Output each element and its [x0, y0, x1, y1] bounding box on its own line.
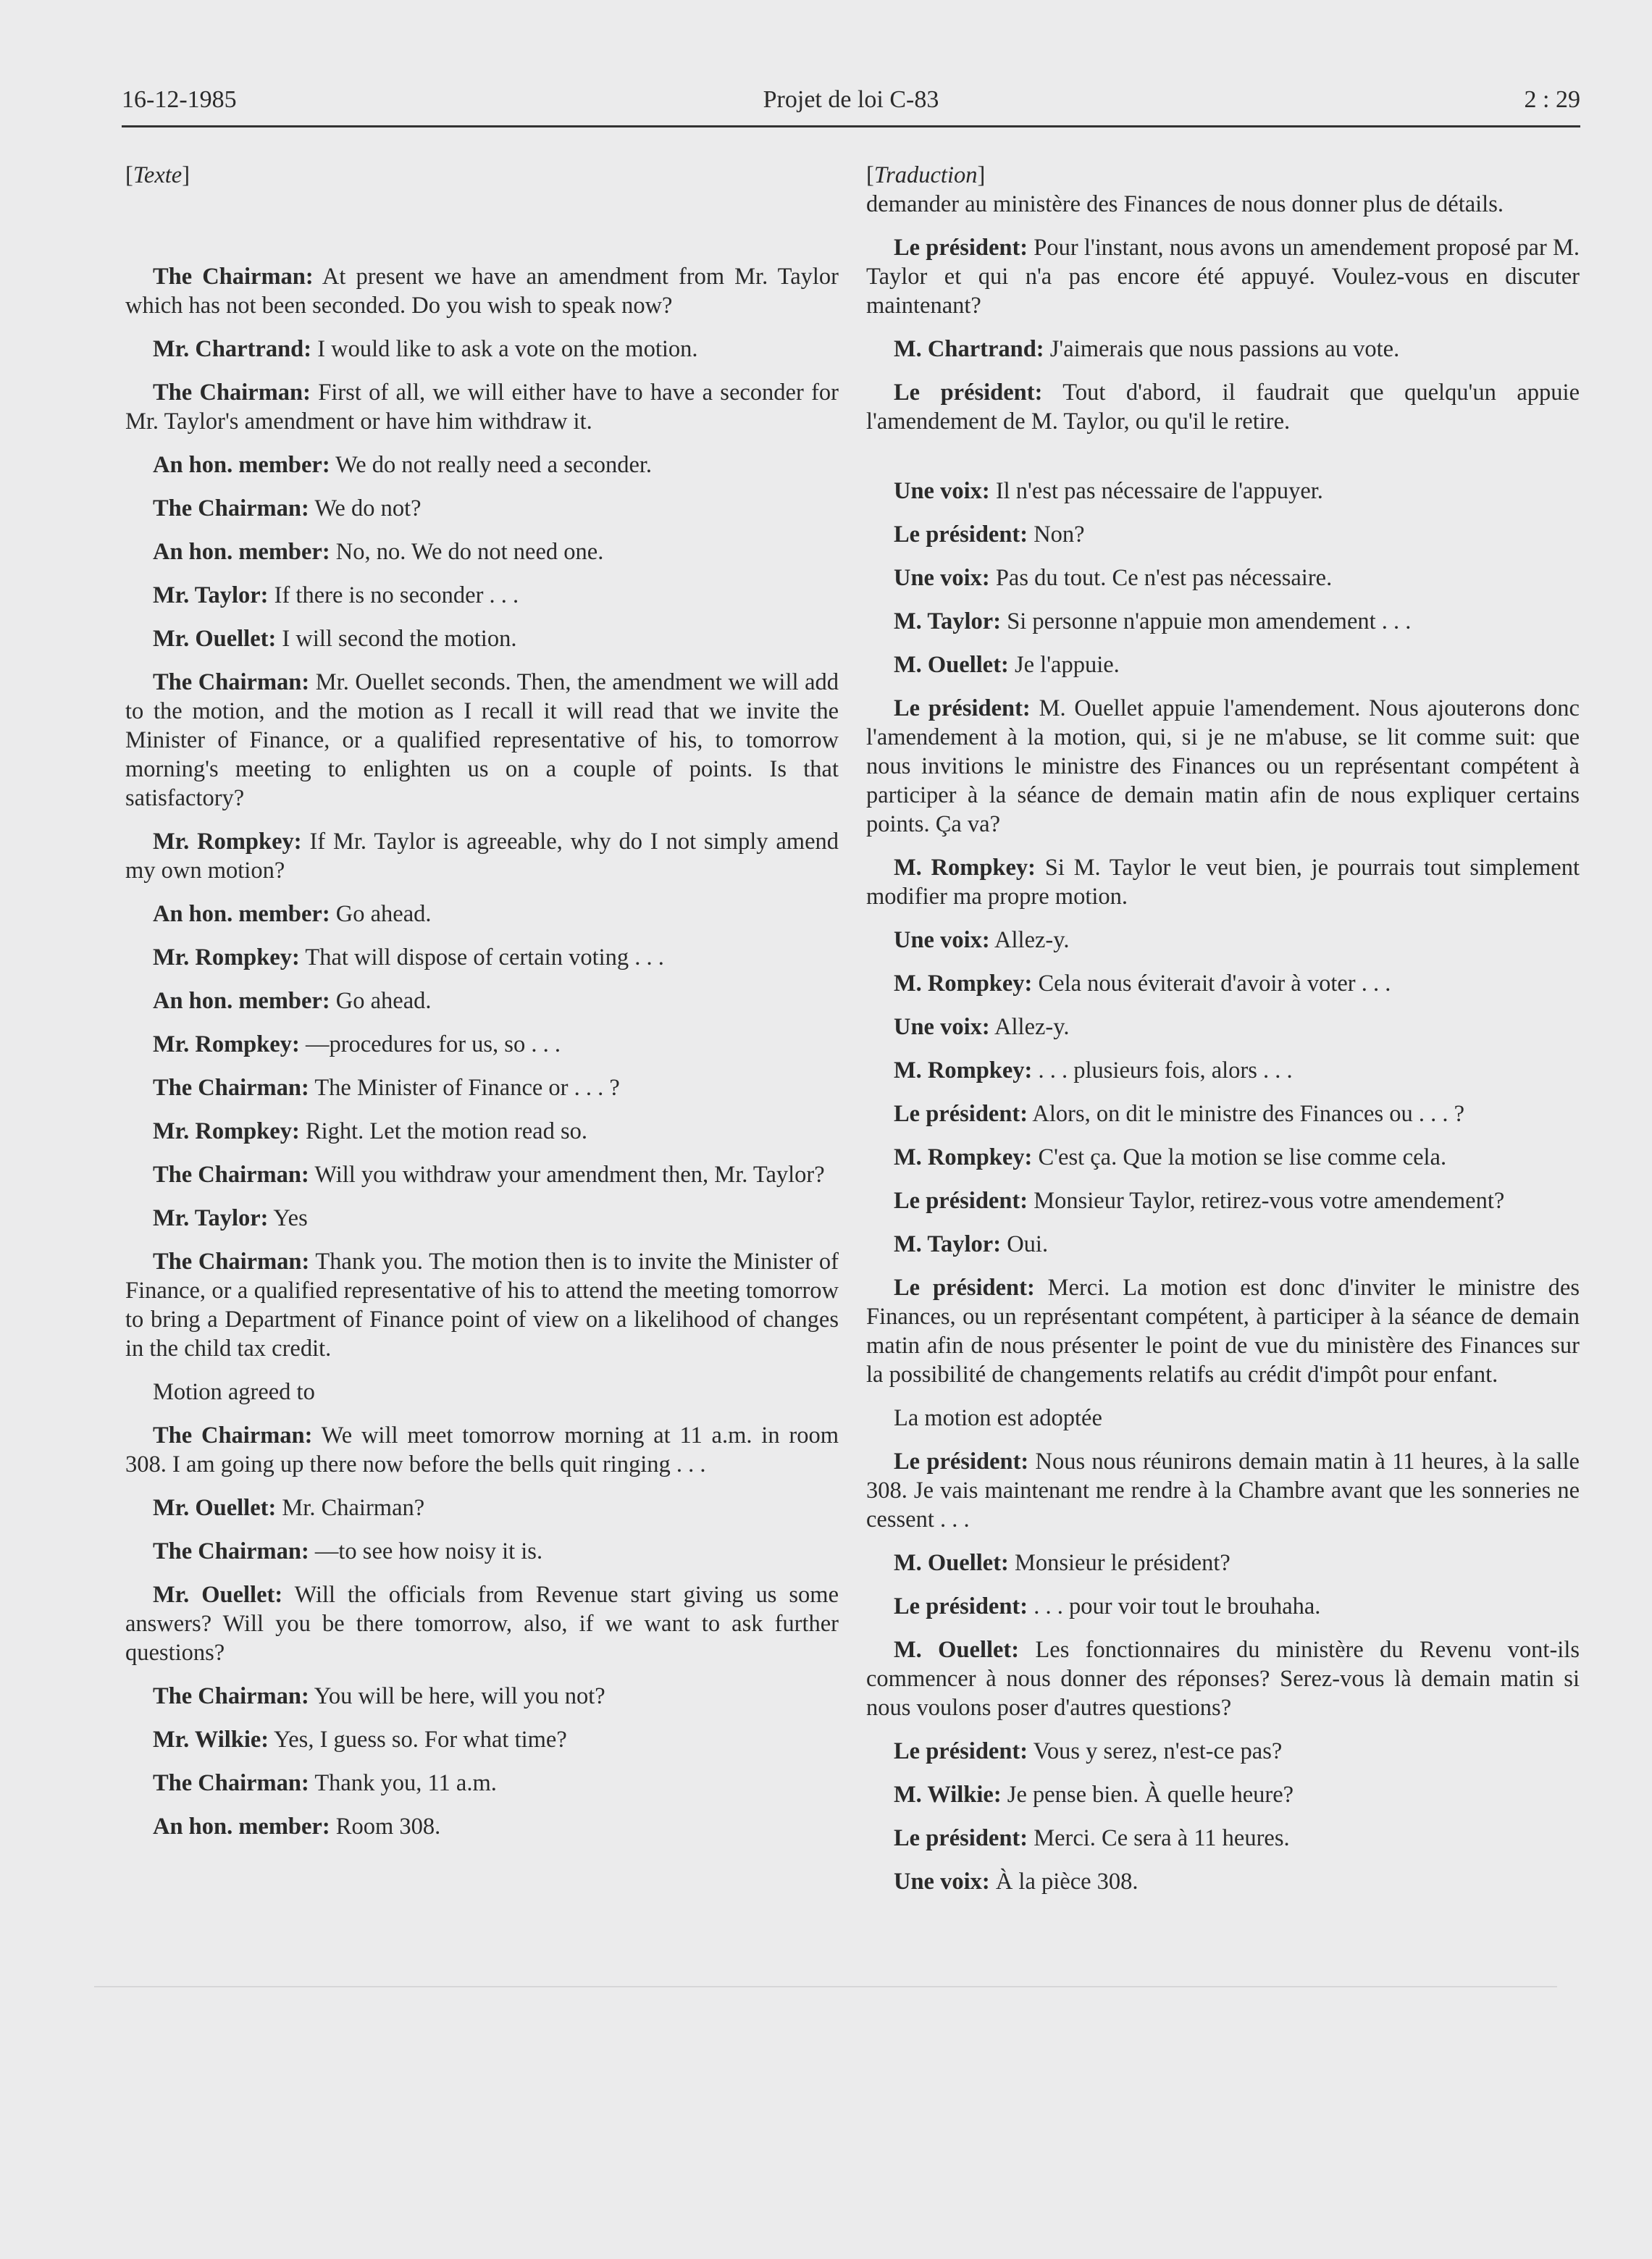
speech-text: Si M. Taylor le veut bien, je pourrais tout simplement modifier ma propre motion.	[866, 855, 1580, 910]
speaker-name: The Chairman:	[153, 1422, 313, 1449]
speech-text: Oui.	[1001, 1231, 1049, 1257]
speech-paragraph	[125, 1537, 839, 1566]
speech-text: Motion agreed to	[153, 1379, 315, 1405]
speech-text: Je pense bien. À quelle heure?	[1001, 1782, 1294, 1808]
speech-text: Je l'appuie.	[1008, 652, 1120, 678]
speaker-name: Une voix:	[894, 565, 990, 591]
speaker-name: An hon. member:	[153, 988, 330, 1014]
speaker-name: M. Wilkie:	[894, 1782, 1002, 1808]
speaker-name: The Chairman:	[153, 495, 309, 521]
speech-paragraph	[125, 581, 839, 610]
page-header	[122, 83, 1580, 127]
speech-text: Il n'est pas nécessaire de l'appuyer.	[989, 478, 1323, 504]
speech-text: Pas du tout. Ce n'est pas nécessaire.	[989, 565, 1333, 591]
speech-paragraph	[125, 1160, 839, 1189]
speaker-name: M. Rompkey:	[894, 855, 1036, 881]
speech-paragraph	[125, 1247, 839, 1363]
speech-text: Merci. Ce sera à 11 heures.	[1028, 1825, 1290, 1851]
speech-text: Will you withdraw your amendment then, Mr. Taylor?	[309, 1162, 825, 1188]
speaker-name: The Chairman:	[153, 264, 314, 290]
speech-text: Go ahead.	[330, 901, 432, 927]
speech-paragraph	[125, 1812, 839, 1841]
speaker-name: Mr. Wilkie:	[153, 1727, 269, 1753]
speech-paragraph	[125, 943, 839, 972]
speech-paragraph	[866, 1447, 1580, 1534]
speaker-name: Le président:	[894, 380, 1043, 406]
speaker-name: Mr. Rompkey:	[153, 1118, 300, 1144]
speaker-name: The Chairman:	[153, 1075, 309, 1101]
speaker-name: Une voix:	[894, 1869, 990, 1895]
speech-paragraph	[125, 537, 839, 566]
speech-text: La motion est adoptée	[894, 1405, 1102, 1431]
header-date: 16-12-1985	[122, 86, 237, 113]
speaker-name: Le président:	[894, 1188, 1028, 1214]
speech-text: Yes	[268, 1205, 308, 1231]
speech-paragraph	[866, 1548, 1580, 1577]
speaker-name: The Chairman:	[153, 1249, 310, 1275]
speaker-name: Le président:	[894, 1101, 1028, 1127]
speaker-name: Une voix:	[894, 1014, 990, 1040]
speech-paragraph	[125, 900, 839, 929]
speech-paragraph	[125, 494, 839, 523]
speech-paragraph	[125, 1769, 839, 1798]
speech-paragraph	[866, 1780, 1580, 1809]
speaker-name: M. Taylor:	[894, 1231, 1002, 1257]
speech-paragraph	[866, 1273, 1580, 1389]
speech-paragraph	[125, 624, 839, 653]
speech-text: Allez-y.	[989, 1014, 1070, 1040]
speech-text: No, no. We do not need one.	[330, 539, 604, 565]
speaker-name: Mr. Rompkey:	[153, 829, 302, 855]
speech-paragraph	[866, 477, 1580, 506]
procedural-note	[125, 1378, 839, 1407]
header-page-number: 2 : 29	[1524, 86, 1580, 113]
speech-paragraph	[125, 378, 839, 436]
speaker-name: Mr. Taylor:	[153, 1205, 269, 1231]
speech-text: That will dispose of certain voting . . .	[299, 944, 664, 971]
speech-text: Cela nous éviterait d'avoir à voter . . .	[1032, 971, 1391, 997]
speaker-name: Le président:	[894, 1275, 1035, 1301]
speech-text: Les fonctionnaires du ministère du Revenu vont-ils commencer à nous donner des réponses? Serez-vous là demain matin si nous voulons poser d'autres questions?	[866, 1637, 1580, 1721]
speech-paragraph	[866, 650, 1580, 679]
speech-paragraph	[866, 378, 1580, 436]
speech-text: Nous nous réunirons demain matin à 11 heures, à la salle 308. Je vais maintenant me rendre à la Chambre avant que les sonneries ne cessent . . .	[866, 1449, 1580, 1533]
speech-paragraph	[866, 233, 1580, 320]
speech-text: I would like to ask a vote on the motion.	[311, 336, 698, 362]
speaker-name: Mr. Taylor:	[153, 582, 269, 608]
french-column	[866, 161, 1580, 1911]
speech-text: Room 308.	[330, 1814, 441, 1840]
speech-text: Non?	[1028, 521, 1085, 548]
speaker-name: The Chairman:	[153, 380, 311, 406]
speech-text: Si personne n'appuie mon amendement . . .	[1001, 608, 1412, 634]
speaker-name: An hon. member:	[153, 1814, 330, 1840]
speech-paragraph	[866, 969, 1580, 998]
speech-paragraph	[866, 607, 1580, 636]
speech-paragraph	[866, 926, 1580, 955]
speaker-name: Le président:	[894, 1825, 1028, 1851]
speaker-name: M. Taylor:	[894, 608, 1002, 634]
speech-paragraph	[125, 1725, 839, 1754]
speech-text: Allez-y.	[989, 927, 1070, 953]
speaker-name: The Chairman:	[153, 669, 310, 695]
speech-paragraph	[125, 1682, 839, 1711]
speech-text: Vous y serez, n'est-ce pas?	[1028, 1738, 1283, 1764]
footer-rule	[94, 1986, 1557, 1987]
speech-text: At present we have an amendment from Mr. Taylor which has not been seconded. Do you wish to speak now?	[125, 264, 839, 319]
speech-paragraph	[866, 1186, 1580, 1215]
speech-text: C'est ça. Que la motion se lise comme cela.	[1032, 1144, 1447, 1170]
speaker-name: M. Rompkey:	[894, 1144, 1033, 1170]
speech-text: You will be here, will you not?	[309, 1683, 605, 1709]
speech-text: We will meet tomorrow morning at 11 a.m. in room 308. I am going up there now before the bells quit ringing . . .	[125, 1422, 839, 1478]
speaker-name: An hon. member:	[153, 539, 330, 565]
speech-paragraph	[866, 694, 1580, 839]
speaker-name: Le président:	[894, 235, 1028, 261]
speech-paragraph	[866, 1013, 1580, 1042]
speaker-name: Le président:	[894, 1593, 1028, 1619]
speech-text: We do not?	[309, 495, 422, 521]
speaker-name: M. Chartrand:	[894, 336, 1044, 362]
speech-paragraph	[866, 1867, 1580, 1896]
speech-paragraph	[125, 1580, 839, 1667]
speech-paragraph	[125, 1421, 839, 1479]
speaker-name: The Chairman:	[153, 1538, 309, 1564]
speech-paragraph	[866, 1737, 1580, 1766]
speaker-name: Mr. Rompkey:	[153, 1031, 300, 1057]
speech-text: If Mr. Taylor is agreeable, why do I not simply amend my own motion?	[125, 829, 839, 884]
speech-paragraph	[125, 1493, 839, 1522]
speech-paragraph	[125, 1117, 839, 1146]
speech-paragraph	[125, 986, 839, 1015]
speech-text: First of all, we will either have to have a seconder for Mr. Taylor's amendment or have him withdraw it.	[125, 380, 839, 435]
speech-text: Mr. Ouellet seconds. Then, the amendment we will add to the motion, and the motion as I recall it will read that we invite the Minister of Finance, or a qualified representative of his, to tomorrow morning's meeting to enlighten us on a couple of points. Is that satisfactory?	[125, 669, 839, 811]
speech-text: Alors, on dit le ministre des Finances ou . . . ?	[1028, 1101, 1465, 1127]
speech-text: Go ahead.	[330, 988, 432, 1014]
speaker-name: M. Rompkey:	[894, 971, 1033, 997]
speech-paragraph	[866, 1099, 1580, 1128]
english-column	[125, 161, 839, 1856]
speech-text: Monsieur Taylor, retirez-vous votre amendement?	[1028, 1188, 1505, 1214]
speech-paragraph	[125, 450, 839, 479]
speech-text: Merci. La motion est donc d'inviter le ministre des Finances, ou un représentant compétent, à participer à la séance de demain matin afin de nous présenter le point de vue du ministère des Finances sur la possibilité de changements relatifs au crédit d'impôt pour enfant.	[866, 1275, 1580, 1388]
speaker-name: An hon. member:	[153, 452, 330, 478]
speaker-name: Le président:	[894, 695, 1031, 721]
speaker-name: Mr. Ouellet:	[153, 626, 277, 652]
speech-text: I will second the motion.	[276, 626, 517, 652]
speech-text: We do not really need a seconder.	[330, 452, 653, 478]
speaker-name: Le président:	[894, 1738, 1028, 1764]
speaker-name: An hon. member:	[153, 901, 330, 927]
speech-text: Will the officials from Revenue start giving us some answers? Will you be there tomorrow, also, if we want to ask further questions?	[125, 1582, 839, 1666]
procedural-note	[866, 1404, 1580, 1433]
speech-paragraph	[866, 1824, 1580, 1853]
speech-text: . . . plusieurs fois, alors . . .	[1032, 1057, 1293, 1084]
speech-paragraph	[866, 853, 1580, 911]
speech-text: Mr. Chairman?	[276, 1495, 425, 1521]
speech-paragraph	[866, 520, 1580, 549]
speech-text: Monsieur le président?	[1008, 1550, 1230, 1576]
speech-text: The Minister of Finance or . . . ?	[309, 1075, 620, 1101]
column-label-traduction: [Traduction]	[866, 162, 986, 188]
speaker-name: Mr. Ouellet:	[153, 1495, 277, 1521]
speech-text: Tout d'abord, il faudrait que quelqu'un appuie l'amendement de M. Taylor, ou qu'il le retire.	[866, 380, 1580, 435]
speech-paragraph	[866, 1592, 1580, 1621]
speaker-name: The Chairman:	[153, 1770, 309, 1796]
speaker-name: M. Ouellet:	[894, 652, 1009, 678]
speech-text: Thank you. The motion then is to invite the Minister of Finance, or a qualified representative of his to attend the meeting tomorrow to bring a Department of Finance point of view on a likelihood of changes in the child tax credit.	[125, 1249, 839, 1362]
continued-paragraph: demander au ministère des Finances de nous donner plus de détails.	[866, 191, 1504, 217]
speech-paragraph	[125, 1030, 839, 1059]
speech-text: M. Ouellet appuie l'amendement. Nous ajouterons donc l'amendement à la motion, qui, si je ne m'abuse, se lit comme suit: que nous invitions le ministre des Finances ou un représentant compétent à participer à la séance de demain matin afin de nous expliquer certains points. Ça va?	[866, 695, 1580, 837]
speech-paragraph	[866, 335, 1580, 364]
speech-paragraph	[866, 563, 1580, 592]
speech-text: Pour l'instant, nous avons un amendement proposé par M. Taylor et qui n'a pas encore été appuyé. Voulez-vous en discuter maintenant?	[866, 235, 1580, 319]
speech-text: —procedures for us, so . . .	[299, 1031, 561, 1057]
speech-paragraph	[125, 1204, 839, 1233]
speech-paragraph	[125, 668, 839, 813]
speech-paragraph	[866, 1056, 1580, 1085]
speaker-name: M. Ouellet:	[894, 1550, 1009, 1576]
speech-text: If there is no seconder . . .	[268, 582, 519, 608]
speech-text: . . . pour voir tout le brouhaha.	[1028, 1593, 1321, 1619]
speaker-name: Mr. Ouellet:	[153, 1582, 283, 1608]
speaker-name: M. Rompkey:	[894, 1057, 1033, 1084]
speaker-name: Mr. Rompkey:	[153, 944, 300, 971]
speaker-name: Mr. Chartrand:	[153, 336, 312, 362]
speech-text: Yes, I guess so. For what time?	[269, 1727, 567, 1753]
speaker-name: Le président:	[894, 1449, 1029, 1475]
speaker-name: The Chairman:	[153, 1683, 309, 1709]
column-label-texte: [Texte]	[125, 162, 190, 188]
speaker-name: Une voix:	[894, 927, 990, 953]
speech-paragraph	[125, 1073, 839, 1102]
speech-text: —to see how noisy it is.	[309, 1538, 543, 1564]
speaker-name: The Chairman:	[153, 1162, 309, 1188]
speech-paragraph	[125, 827, 839, 885]
speaker-name: M. Ouellet:	[894, 1637, 1020, 1663]
speech-paragraph	[866, 1635, 1580, 1722]
speaker-name: Une voix:	[894, 478, 990, 504]
speaker-name: Le président:	[894, 521, 1028, 548]
header-title: Projet de loi C-83	[763, 86, 939, 113]
speech-paragraph	[866, 1143, 1580, 1172]
speech-text: Right. Let the motion read so.	[299, 1118, 587, 1144]
speech-paragraph	[125, 262, 839, 320]
speech-text: J'aimerais que nous passions au vote.	[1044, 336, 1400, 362]
speech-text: Thank you, 11 a.m.	[309, 1770, 497, 1796]
speech-paragraph	[125, 335, 839, 364]
speech-paragraph	[866, 1230, 1580, 1259]
speech-text: À la pièce 308.	[989, 1869, 1139, 1895]
